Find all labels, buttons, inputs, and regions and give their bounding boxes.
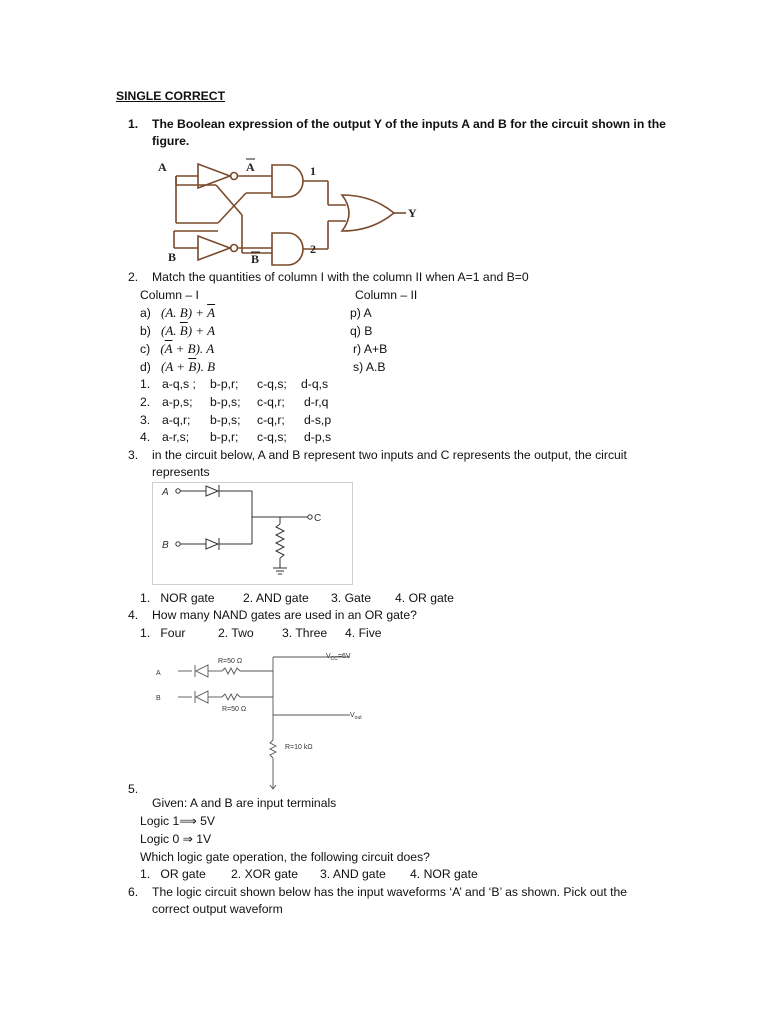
q3-option: 2. AND gate — [243, 591, 309, 605]
q2-option-b: b-p,r; — [210, 430, 239, 444]
q4-option: 2. Two — [218, 626, 254, 640]
q2-option: 1. — [140, 377, 151, 391]
q2-right-item: p) A — [350, 306, 372, 320]
q5-fig-label-r2: R=50 Ω — [222, 706, 247, 713]
q2-option-d: d-r,q — [304, 395, 329, 409]
q1-fig-label-bbar: B — [251, 252, 260, 266]
q4-option: 1. Four — [140, 626, 186, 640]
q1-fig-label-y: Y — [408, 206, 417, 220]
q5-question: Which logic gate operation, the following circuit does? — [140, 850, 430, 864]
q3-option: 1. NOR gate — [140, 591, 215, 605]
q5-diode-resistor-circuit-figure — [150, 648, 370, 793]
q4-option: 4. Five — [345, 626, 382, 640]
q2-option: 3. — [140, 413, 151, 427]
q4-number: 4. — [128, 608, 139, 622]
q1-fig-label-b: B — [168, 250, 177, 264]
q3-diode-circuit-figure — [152, 482, 354, 586]
q2-option-d: d-s,p — [304, 413, 332, 427]
q3-fig-label-b: B — [162, 540, 169, 551]
q5-fig-label-r1: R=50 Ω — [218, 658, 243, 665]
q1-fig-label-1: 1 — [310, 164, 316, 178]
q5-logic-1: Logic 1⟹ 5V — [140, 814, 216, 828]
q2-option-a: a-r,s; — [162, 430, 190, 444]
q5-option: 2. XOR gate — [231, 867, 299, 881]
q5-fig-label-vout: $V_{out}$ — [350, 712, 362, 721]
q2-option-a: a-p,s; — [162, 395, 193, 409]
q5-logic-0: Logic 0 ⇒ 1V — [140, 832, 212, 846]
q2-option-d: d-p,s — [304, 430, 332, 444]
q3-text-line1: in the circuit below, A and B represent two inputs and C represents the output, the circuit — [152, 448, 627, 462]
q2-option-c: c-q,s; — [257, 377, 287, 391]
q2-option-c: c-q,s; — [257, 430, 287, 444]
q2-left-item: a) (A. $B) + \overline{A}$ — [140, 305, 216, 320]
q2-option-b: b-p,s; — [210, 395, 241, 409]
q5-fig-label-vcc: $V_{CC}=6V$ — [326, 653, 351, 662]
q2-option-c: c-q,r; — [257, 413, 285, 427]
q3-option: 3. Gate — [331, 591, 371, 605]
q2-option-a: a-q,r; — [162, 413, 191, 427]
q3-fig-label-c: C — [314, 513, 322, 524]
q2-right-item: s) A.B — [353, 360, 386, 374]
q2-left-item: d) $(A + \overline{B})$. B — [140, 359, 216, 374]
q2-option: 4. — [140, 430, 151, 444]
q5-fig-label-b: B — [156, 695, 161, 702]
q1-fig-label-abar: A — [246, 160, 255, 174]
q2-option-a: a-q,s ; — [162, 377, 196, 391]
q2-column-1-header: Column – I — [140, 288, 199, 302]
q1-logic-circuit-figure — [150, 155, 430, 265]
q5-given: Given: A and B are input terminals — [152, 796, 337, 810]
q5-number: 5. — [128, 782, 139, 796]
q2-column-2-header: Column – II — [355, 288, 418, 302]
q5-fig-label-r3: R=10 kΩ — [285, 744, 313, 751]
q3-text-line2: represents — [152, 465, 210, 479]
q3-option: 4. OR gate — [395, 591, 454, 605]
q6-text-line2: correct output waveform — [152, 902, 283, 916]
q2-number: 2. — [128, 270, 139, 284]
q1-fig-label-a: A — [158, 160, 167, 174]
q2-right-item: r) A+B — [353, 342, 388, 356]
q2-option-c: c-q,r; — [257, 395, 285, 409]
q2-right-item: q) B — [350, 324, 373, 338]
q5-option: 3. AND gate — [320, 867, 386, 881]
q2-option-b: b-p,r; — [210, 377, 239, 391]
q2-option-b: b-p,s; — [210, 413, 241, 427]
q4-option: 3. Three — [282, 626, 328, 640]
q3-number: 3. — [128, 448, 139, 462]
q2-text: Match the quantities of column I with the column II when A=1 and B=0 — [152, 270, 529, 284]
q5-fig-label-a: A — [156, 670, 161, 677]
q1-text-line1: The Boolean expression of the output Y of the inputs A and B for the circuit shown in the — [152, 117, 666, 131]
q1-number: 1. — [128, 117, 139, 131]
q5-option: 4. NOR gate — [410, 867, 478, 881]
q6-number: 6. — [128, 885, 139, 899]
q5-option: 1. OR gate — [140, 867, 206, 881]
q1-text-line2: figure. — [152, 134, 190, 148]
q2-left-item: b) (A. $\overline{B}) + A$ — [140, 323, 216, 338]
q1-fig-label-2: 2 — [310, 242, 316, 256]
q4-text: How many NAND gates are used in an OR gate? — [152, 608, 417, 622]
q2-option-d: d-q,s — [301, 377, 329, 391]
q6-text-line1: The logic circuit shown below has the input waveforms ‘A’ and ‘B’ as shown. Pick out the — [152, 885, 628, 899]
q2-left-item: c) $(\overline{A} + B)$. A — [140, 341, 215, 356]
q3-fig-label-a: A — [162, 487, 169, 498]
section-header: SINGLE CORRECT — [116, 89, 226, 103]
q2-option: 2. — [140, 395, 151, 409]
